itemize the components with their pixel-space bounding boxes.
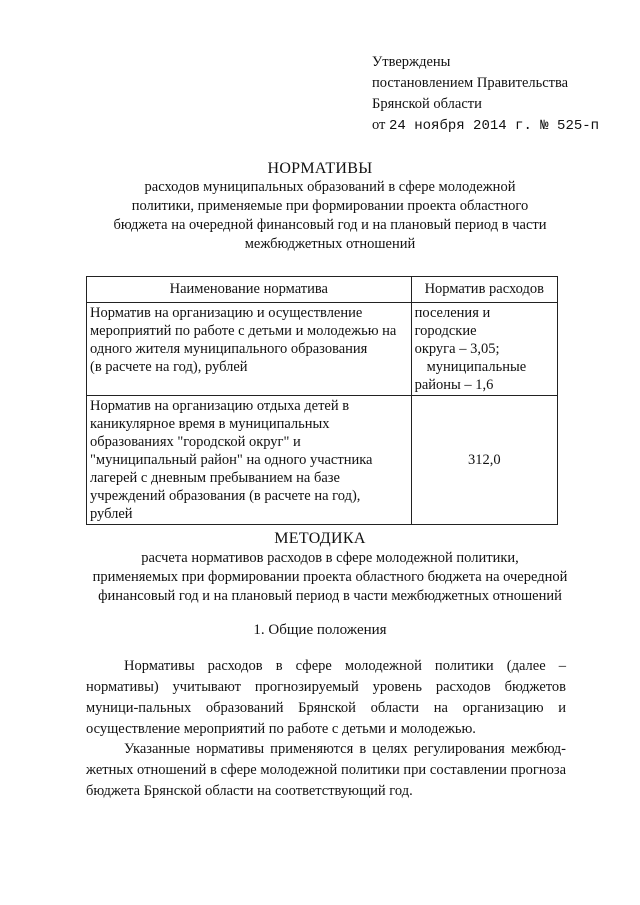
section-title: 1. Общие положения — [253, 622, 387, 638]
cell-line: муниципальные — [426, 359, 527, 375]
approval-line-1: Утверждены — [372, 54, 451, 70]
normatives-subtitle-line: межбюджетных отношений — [244, 236, 416, 252]
cell-line: районы – 1,6 — [414, 377, 494, 393]
normatives-subtitle-line: расходов муниципальных образований в сфере молодежной — [144, 179, 516, 195]
table-row — [87, 396, 558, 525]
table-row — [87, 303, 558, 396]
table-cell-name — [87, 303, 412, 396]
table-header-name: Наименование норматива — [87, 277, 412, 303]
table-header-value: Норматив расходов — [411, 277, 557, 303]
cell-line: рублей — [90, 506, 133, 522]
approval-date-line — [372, 115, 599, 137]
paragraph: Нормативы расходов в сфере молодежной политики (далее – нормативы) учитывают прогнозируемый уровень расходов бюджетов муници-пальных образований Брянской области на организацию и осуществление мероприятий по работе с детьми и молодежью. — [86, 658, 566, 737]
cell-line: мероприятий по работе с детьми и молодежью на — [90, 323, 397, 339]
cell-line: округа – 3,05; — [414, 341, 500, 357]
approval-line-3: Брянской области — [372, 96, 482, 112]
approval-line-2: постановлением Правительства — [372, 75, 569, 91]
methodology-subtitle-line: применяемых при формировании проекта областного бюджета на очередной — [92, 569, 568, 585]
methodology-title: МЕТОДИКА — [274, 530, 366, 547]
approval-date-prefix: от — [372, 117, 390, 133]
methodology-subtitle — [60, 549, 600, 606]
normatives-subtitle-line: политики, применяемые при формировании проекта областного — [131, 198, 529, 214]
normatives-subtitle — [100, 178, 560, 254]
methodology-subtitle-line: финансовый год и на плановый период в части межбюджетных отношений — [98, 588, 562, 604]
normatives-title: НОРМАТИВЫ — [267, 160, 373, 177]
methodology-subtitle-line: расчета нормативов расходов в сфере молодежной политики, — [141, 550, 519, 566]
cell-line: "муниципальный район" на одного участника — [90, 452, 373, 468]
table-header-row — [87, 277, 558, 303]
table-cell-value: 312,0 — [411, 396, 557, 525]
cell-line: одного жителя муниципального образования — [90, 341, 368, 357]
normatives-subtitle-line: бюджета на очередной финансовый год и на плановый период в части — [113, 217, 547, 233]
approval-date: 24 ноября 2014 г. № 525-п — [389, 118, 600, 134]
cell-line: лагерей с дневным пребыванием на базе — [90, 470, 340, 486]
cell-line: Норматив на организацию отдыха детей в — [90, 398, 350, 414]
cell-line: (в расчете на год), рублей — [90, 359, 248, 375]
table-cell-name — [87, 396, 412, 525]
cell-line: учреждений образования (в расчете на год), — [90, 488, 361, 504]
cell-line: образованиях "городской округ" и — [90, 434, 301, 450]
normatives-table — [86, 276, 558, 525]
cell-line: каникулярное время в муниципальных — [90, 416, 330, 432]
paragraph: Указанные нормативы применяются в целях регулирования межбюд-жетных отношений в сфере молодежной политики при составлении прогноза бюджета Брянской области на соответствующий год. — [86, 741, 566, 799]
table-cell-value — [411, 303, 557, 396]
approval-block — [372, 52, 599, 137]
cell-line: Норматив на организацию и осуществление — [90, 305, 363, 321]
cell-line: поселения и городские — [414, 305, 491, 339]
